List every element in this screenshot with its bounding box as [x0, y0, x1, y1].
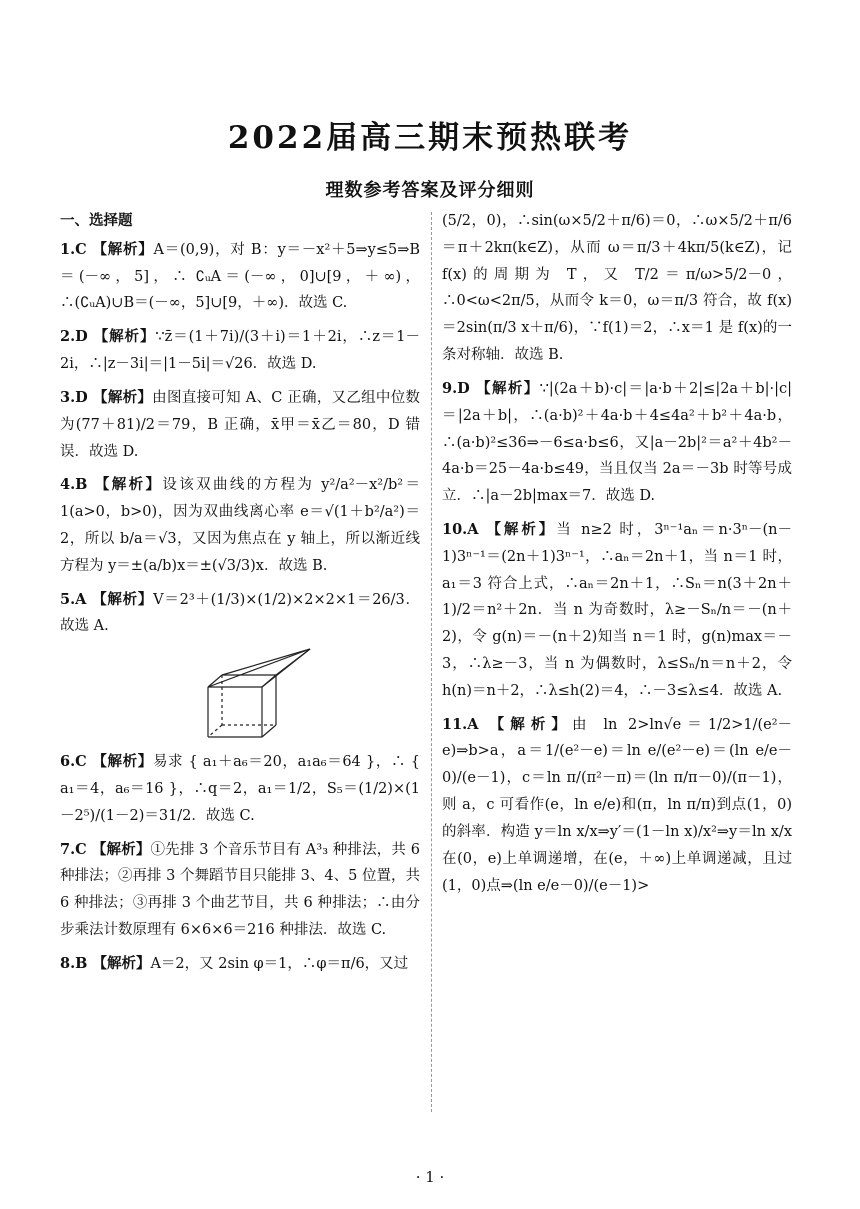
question-item [442, 376, 792, 510]
question-number: 1.C [60, 240, 93, 258]
analysis-tag: 【解析】 [92, 240, 154, 258]
solution-text: 当 n≥2 时，3ⁿ⁻¹aₙ＝n·3ⁿ－(n－1)3ⁿ⁻¹＝(2n＋1)3ⁿ⁻¹，∴aₙ＝2n＋1，当 n＝1 时，a₁＝3 符合上式，∴aₙ＝2n＋1，∴Sₙ＝n(3＋2n＋1)/2＝n²＋2n．当 n 为奇数时，λ≥－Sₙ/n＝－(n＋2)，令 g(n)＝－(n＋2)知当 n＝1 时，g(n)max＝－3，∴λ≥－3，当 n 为偶数时，λ≤Sₙ/n＝n＋2，令 h(n)＝n＋2，∴λ≤h(2)＝4，∴－3≤λ≤4．故选 A. [442, 521, 792, 699]
figure-edge [208, 675, 222, 687]
question-item [60, 951, 420, 978]
question-item [60, 237, 420, 317]
analysis-tag: 【解析】 [91, 840, 151, 858]
solution-text: ∵z̄＝(1＋7i)/(3＋i)＝1＋2i，∴z＝1－2i，∴|z－3i|＝|1－5i|＝√26．故选 D. [60, 329, 421, 373]
solution-text: V＝2³＋(1/3)×(1/2)×2×2×1＝26/3．故选 A. [60, 591, 420, 635]
question-number: 10.A [442, 520, 487, 538]
analysis-tag: 【解析】 [93, 388, 153, 406]
right-column [442, 208, 792, 906]
column-divider [431, 212, 432, 1112]
analysis-tag: 【解析】 [93, 328, 156, 346]
question-number: 7.C [60, 840, 92, 858]
solution-text: A＝2，又 2sin φ＝1，∴φ＝π/6，又过 [150, 955, 409, 972]
figure-edge [262, 725, 276, 737]
solution-text: 由 ln 2>ln√e＝1/2>1/(e²－e)⇒b>a，a＝1/(e²－e)＝ln e/(e²－e)＝(ln e/e－0)/(e－1)，c＝ln π/(π²－π)＝(ln π/π－0)/(π－1)，则 a，c 可看作(e，ln e/e)和(π，ln π/π)到点(1，0)的斜率．构造 y＝ln x/x⇒y′＝(1－ln x)/x²⇒y＝ln x/x 在(0，e)上单调递增，在(e，＋∞)上单调递减，且过(1，0)点⇒(ln e/e－0)/(e－1)> [442, 716, 793, 894]
question-item [60, 837, 420, 944]
analysis-tag: 【解析】 [486, 520, 557, 538]
solution-text: (5/2，0)，∴sin(ω×5/2＋π/6)＝0，∴ω×5/2＋π/6＝π＋2kπ(k∈Z)，从而 ω＝π/3＋4kπ/5(k∈Z)，记 f(x)的周期为 T，又 T/2＝π/ω>5/2－0，∴0<ω<2π/5，从而令 k＝0，ω＝π/3 符合，故 f(x)＝2sin(π/3 x＋π/6)，∵f(1)＝2，∴x＝1 是 f(x)的一条对称轴．故选 B. [442, 213, 792, 364]
question-number: 5.A [60, 590, 93, 608]
solution-text: 易求 { a₁＋a₆＝20，a₁a₆＝64 }，∴ { a₁＝4，a₆＝16 }，∴q＝2，a₁＝1/2，S₅＝(1/2)×(1－2⁵)/(1－2)＝31/2．故选 C. [60, 754, 421, 824]
question-item [60, 472, 420, 579]
question-item [60, 749, 420, 829]
analysis-tag: 【解析】 [476, 379, 540, 397]
question-number: 3.D [60, 388, 94, 406]
solution-text: ∵|(2a＋b)·c|＝|a·b＋2|≤|2a＋b|·|c|＝|2a＋b|，∴(a·b)²＋4a·b＋4≤4a²＋b²＋4a·b，∴(a·b)²≤36⇒－6≤a·b≤6，又|a－2b|²＝a²＋4b²－4a·b＝25－4a·b≤49，当且仅当 2a＝－3b 时等号成立．∴|a－2b|max＝7．故选 D. [442, 380, 793, 505]
section-heading: 一、选择题 [60, 212, 133, 229]
page-number: · 1 · [415, 1168, 445, 1186]
page-subtitle: 理数参考答案及评分细则 [325, 180, 535, 201]
left-column [60, 208, 420, 985]
question-number: 4.B [60, 476, 95, 494]
question-number: 8.B [60, 954, 93, 972]
left-question-list [60, 237, 420, 978]
page-title: 2022届高三期末预热联考 [227, 120, 633, 156]
analysis-tag: 【解析】 [94, 476, 163, 494]
figure-edge [222, 649, 310, 675]
question-number: 11.A [442, 715, 490, 733]
question-item [442, 208, 792, 369]
solution-text: ①先排 3 个音乐节目有 A³₃ 种排法，共 6 种排法；②再排 3 个舞蹈节目只能排 3、4、5 位置，共 6 种排法；③再排 3 个曲艺节目，共 6 种排法；∴由分步乘法计数原理有 6×6×6＝216 种排法．故选 C. [60, 841, 421, 939]
solution-text: A＝(0,9)，对 B：y＝－x²＋5⇒y≤5⇒B＝(－∞，5]，∴ ∁ᵤA＝(－∞，0]∪[9，＋∞)，∴(∁ᵤA)∪B＝(－∞，5]∪[9，＋∞)．故选 C. [60, 241, 420, 312]
solution-text: 设该双曲线的方程为 y²/a²－x²/b²＝1(a>0，b>0)，因为双曲线离心率 e＝√(1＋b²/a²)＝2，所以 b/a＝√3，又因为焦点在 y 轴上，所以渐近线方程为 y＝±(a/b)x＝±(√3/3)x．故选 B. [60, 477, 420, 574]
analysis-tag: 【解析】 [489, 715, 573, 733]
analysis-tag: 【解析】 [92, 954, 151, 972]
question-item [60, 385, 420, 465]
analysis-tag: 【解析】 [92, 753, 153, 771]
question-item [442, 712, 792, 900]
question-item [60, 587, 420, 641]
right-question-list [442, 208, 792, 899]
analysis-tag: 【解析】 [92, 590, 154, 608]
question-number: 2.D [60, 328, 94, 346]
question-item [60, 324, 420, 378]
figure-edge [208, 649, 310, 687]
figure-edge [262, 649, 310, 687]
solid-figure-diagram [200, 647, 320, 739]
question-item [442, 517, 792, 705]
solution-text: 由图直接可知 A、C 正确，又乙组中位数为(77＋81)/2＝79，B 正确，x̄甲＝x̄乙＝80，D 错误．故选 D. [60, 389, 420, 460]
question-number: 9.D [442, 379, 477, 397]
figure-edge [208, 725, 222, 737]
question-number: 6.C [60, 753, 93, 771]
